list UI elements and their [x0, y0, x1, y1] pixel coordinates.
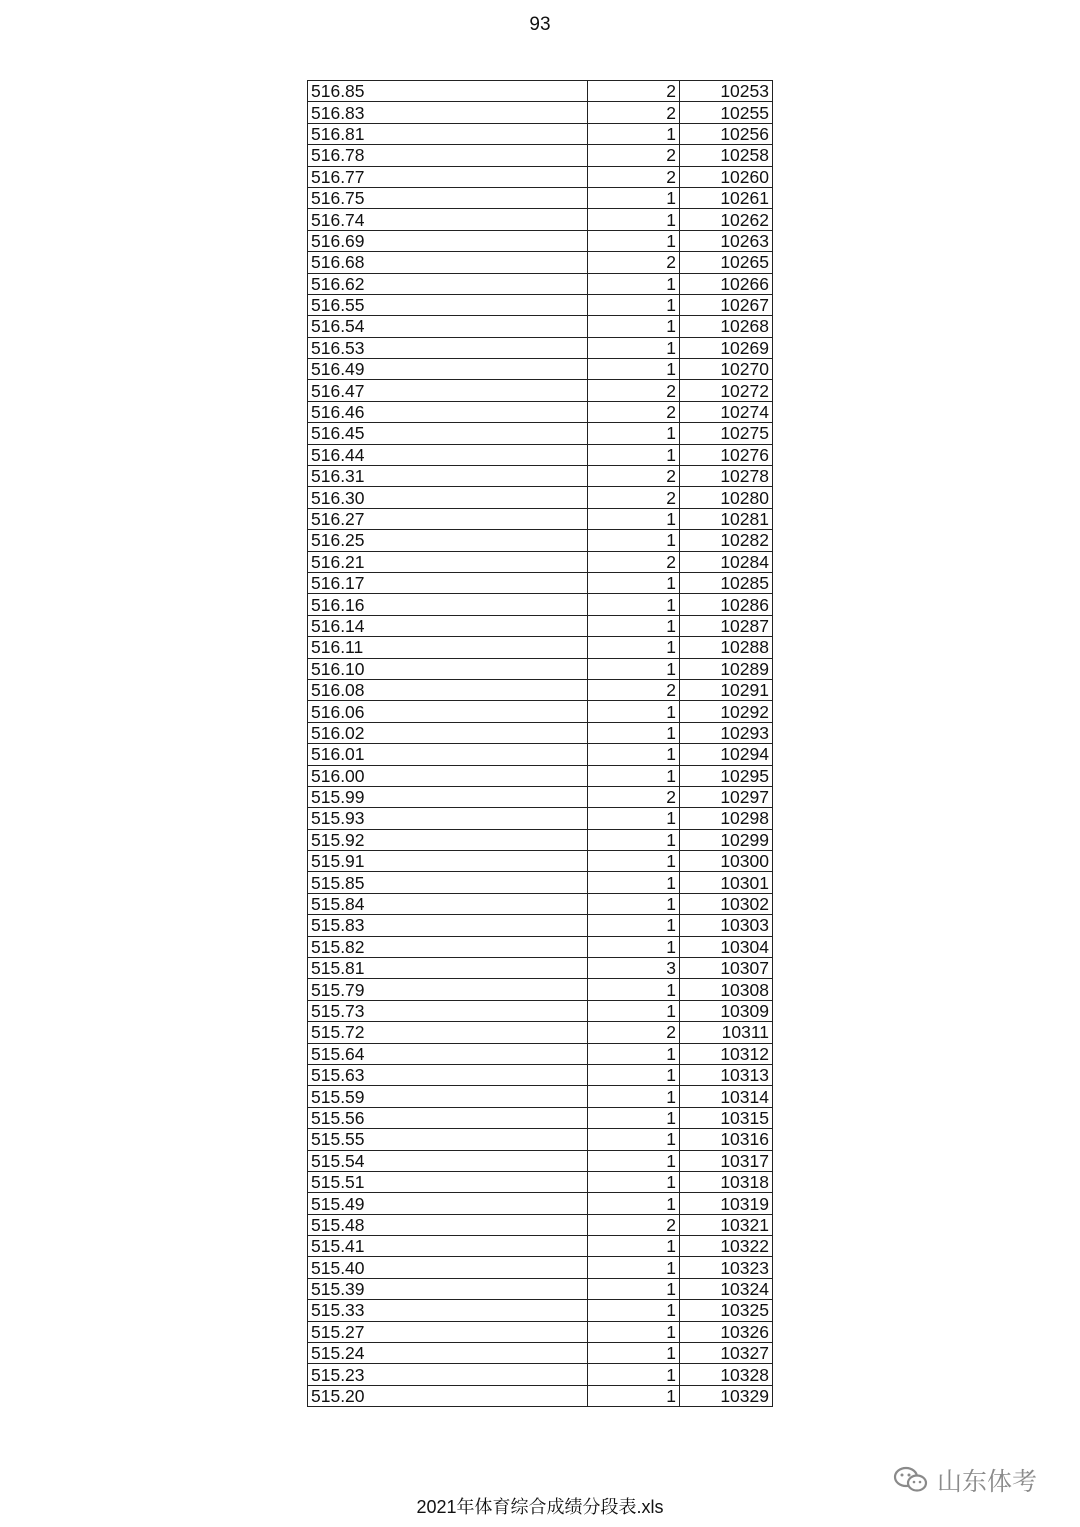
score-cell: 515.83 [308, 915, 588, 936]
count-cell: 1 [588, 1300, 680, 1321]
count-cell: 1 [588, 508, 680, 529]
table-row [308, 1278, 773, 1299]
count-cell: 1 [588, 209, 680, 230]
cumulative-cell: 10329 [680, 1385, 773, 1406]
score-cell: 516.44 [308, 444, 588, 465]
table-row [308, 1150, 773, 1171]
cumulative-cell: 10324 [680, 1278, 773, 1299]
table-row [308, 359, 773, 380]
count-cell: 2 [588, 679, 680, 700]
score-cell: 515.59 [308, 1086, 588, 1107]
score-cell: 516.01 [308, 744, 588, 765]
count-cell: 1 [588, 444, 680, 465]
cumulative-cell: 10321 [680, 1214, 773, 1235]
count-cell: 1 [588, 615, 680, 636]
table-row [308, 337, 773, 358]
table-row [308, 401, 773, 422]
score-cell: 516.45 [308, 423, 588, 444]
table-row [308, 679, 773, 700]
table-row [308, 1364, 773, 1385]
score-cell: 516.27 [308, 508, 588, 529]
score-cell: 516.46 [308, 401, 588, 422]
count-cell: 2 [588, 252, 680, 273]
cumulative-cell: 10265 [680, 252, 773, 273]
cumulative-cell: 10303 [680, 915, 773, 936]
cumulative-cell: 10327 [680, 1343, 773, 1364]
count-cell: 1 [588, 851, 680, 872]
cumulative-cell: 10319 [680, 1193, 773, 1214]
cumulative-cell: 10285 [680, 572, 773, 593]
score-distribution-table [307, 80, 773, 1407]
table-row [308, 1064, 773, 1085]
cumulative-cell: 10253 [680, 81, 773, 102]
count-cell: 1 [588, 979, 680, 1000]
score-cell: 516.69 [308, 230, 588, 251]
table-row [308, 123, 773, 144]
count-cell: 1 [588, 765, 680, 786]
table-row [308, 1300, 773, 1321]
table-row [308, 872, 773, 893]
score-cell: 516.78 [308, 145, 588, 166]
table-row [308, 316, 773, 337]
score-cell: 515.55 [308, 1129, 588, 1150]
count-cell: 1 [588, 829, 680, 850]
score-cell: 516.08 [308, 679, 588, 700]
score-cell: 516.16 [308, 594, 588, 615]
count-cell: 2 [588, 1214, 680, 1235]
table-row [308, 936, 773, 957]
table-row [308, 808, 773, 829]
score-cell: 516.02 [308, 722, 588, 743]
count-cell: 1 [588, 1321, 680, 1342]
cumulative-cell: 10318 [680, 1171, 773, 1192]
cumulative-cell: 10261 [680, 187, 773, 208]
table-row [308, 594, 773, 615]
cumulative-cell: 10272 [680, 380, 773, 401]
table-row [308, 722, 773, 743]
cumulative-cell: 10282 [680, 530, 773, 551]
score-cell: 516.14 [308, 615, 588, 636]
cumulative-cell: 10281 [680, 508, 773, 529]
cumulative-cell: 10317 [680, 1150, 773, 1171]
cumulative-cell: 10326 [680, 1321, 773, 1342]
table-row [308, 829, 773, 850]
score-cell: 515.82 [308, 936, 588, 957]
score-cell: 516.85 [308, 81, 588, 102]
score-cell: 516.11 [308, 637, 588, 658]
count-cell: 1 [588, 594, 680, 615]
table-row [308, 1214, 773, 1235]
cumulative-cell: 10298 [680, 808, 773, 829]
score-cell: 515.73 [308, 1000, 588, 1021]
count-cell: 2 [588, 1022, 680, 1043]
table-row [308, 1129, 773, 1150]
cumulative-cell: 10293 [680, 722, 773, 743]
table-row [308, 915, 773, 936]
score-cell: 516.62 [308, 273, 588, 294]
score-cell: 515.27 [308, 1321, 588, 1342]
table-row [308, 1321, 773, 1342]
cumulative-cell: 10315 [680, 1107, 773, 1128]
score-cell: 515.93 [308, 808, 588, 829]
score-cell: 515.54 [308, 1150, 588, 1171]
table-row [308, 209, 773, 230]
score-cell: 515.39 [308, 1278, 588, 1299]
score-cell: 516.54 [308, 316, 588, 337]
table-row [308, 1385, 773, 1406]
cumulative-cell: 10278 [680, 466, 773, 487]
score-cell: 516.00 [308, 765, 588, 786]
count-cell: 1 [588, 1129, 680, 1150]
count-cell: 1 [588, 722, 680, 743]
count-cell: 1 [588, 1150, 680, 1171]
table-row [308, 273, 773, 294]
count-cell: 1 [588, 872, 680, 893]
count-cell: 2 [588, 786, 680, 807]
table-row [308, 1236, 773, 1257]
score-cell: 515.20 [308, 1385, 588, 1406]
cumulative-cell: 10274 [680, 401, 773, 422]
cumulative-cell: 10267 [680, 294, 773, 315]
cumulative-cell: 10295 [680, 765, 773, 786]
table-row [308, 1343, 773, 1364]
cumulative-cell: 10286 [680, 594, 773, 615]
table-row [308, 851, 773, 872]
cumulative-cell: 10316 [680, 1129, 773, 1150]
count-cell: 2 [588, 166, 680, 187]
table-row [308, 102, 773, 123]
score-cell: 515.64 [308, 1043, 588, 1064]
count-cell: 1 [588, 187, 680, 208]
table-body [308, 81, 773, 1407]
count-cell: 1 [588, 1385, 680, 1406]
count-cell: 1 [588, 1236, 680, 1257]
score-cell: 516.49 [308, 359, 588, 380]
score-cell: 516.06 [308, 701, 588, 722]
cumulative-cell: 10287 [680, 615, 773, 636]
count-cell: 1 [588, 230, 680, 251]
cumulative-cell: 10289 [680, 658, 773, 679]
score-cell: 515.40 [308, 1257, 588, 1278]
count-cell: 1 [588, 572, 680, 593]
table-row [308, 615, 773, 636]
score-cell: 515.79 [308, 979, 588, 1000]
table-row [308, 1107, 773, 1128]
score-cell: 515.33 [308, 1300, 588, 1321]
count-cell: 1 [588, 915, 680, 936]
table-row [308, 551, 773, 572]
score-cell: 515.24 [308, 1343, 588, 1364]
cumulative-cell: 10269 [680, 337, 773, 358]
table-row [308, 1043, 773, 1064]
cumulative-cell: 10323 [680, 1257, 773, 1278]
table-row [308, 637, 773, 658]
cumulative-cell: 10297 [680, 786, 773, 807]
count-cell: 1 [588, 1343, 680, 1364]
table-row [308, 658, 773, 679]
cumulative-cell: 10284 [680, 551, 773, 572]
count-cell: 2 [588, 401, 680, 422]
score-cell: 515.99 [308, 786, 588, 807]
table-row [308, 294, 773, 315]
table-row [308, 893, 773, 914]
count-cell: 1 [588, 637, 680, 658]
table-row [308, 166, 773, 187]
watermark-text: 山东体考 [937, 1468, 1038, 1496]
score-cell: 516.31 [308, 466, 588, 487]
cumulative-cell: 10262 [680, 209, 773, 230]
score-cell: 515.51 [308, 1171, 588, 1192]
count-cell: 2 [588, 551, 680, 572]
table-row [308, 786, 773, 807]
cumulative-cell: 10255 [680, 102, 773, 123]
cumulative-cell: 10299 [680, 829, 773, 850]
count-cell: 1 [588, 123, 680, 144]
score-cell: 516.68 [308, 252, 588, 273]
cumulative-cell: 10291 [680, 679, 773, 700]
score-cell: 515.72 [308, 1022, 588, 1043]
count-cell: 2 [588, 102, 680, 123]
score-cell: 516.25 [308, 530, 588, 551]
count-cell: 2 [588, 487, 680, 508]
score-cell: 515.49 [308, 1193, 588, 1214]
cumulative-cell: 10268 [680, 316, 773, 337]
table-row [308, 487, 773, 508]
page-number: 93 [529, 14, 551, 35]
count-cell: 1 [588, 294, 680, 315]
count-cell: 1 [588, 273, 680, 294]
score-cell: 516.30 [308, 487, 588, 508]
count-cell: 2 [588, 466, 680, 487]
count-cell: 1 [588, 936, 680, 957]
count-cell: 2 [588, 145, 680, 166]
cumulative-cell: 10276 [680, 444, 773, 465]
cumulative-cell: 10313 [680, 1064, 773, 1085]
count-cell: 1 [588, 701, 680, 722]
cumulative-cell: 10309 [680, 1000, 773, 1021]
cumulative-cell: 10270 [680, 359, 773, 380]
cumulative-cell: 10258 [680, 145, 773, 166]
table-row [308, 230, 773, 251]
count-cell: 1 [588, 1257, 680, 1278]
score-cell: 515.63 [308, 1064, 588, 1085]
table-row [308, 380, 773, 401]
cumulative-cell: 10325 [680, 1300, 773, 1321]
score-cell: 516.77 [308, 166, 588, 187]
table-row [308, 466, 773, 487]
score-cell: 515.81 [308, 958, 588, 979]
wechat-bubbles-icon [893, 1465, 929, 1495]
score-cell: 516.21 [308, 551, 588, 572]
table-row [308, 1257, 773, 1278]
table-row [308, 530, 773, 551]
count-cell: 1 [588, 893, 680, 914]
cumulative-cell: 10328 [680, 1364, 773, 1385]
table-row [308, 423, 773, 444]
cumulative-cell: 10301 [680, 872, 773, 893]
cumulative-cell: 10275 [680, 423, 773, 444]
count-cell: 1 [588, 1193, 680, 1214]
table-row [308, 1022, 773, 1043]
table-row [308, 1000, 773, 1021]
count-cell: 1 [588, 359, 680, 380]
cumulative-cell: 10288 [680, 637, 773, 658]
cumulative-cell: 10280 [680, 487, 773, 508]
table-row [308, 252, 773, 273]
count-cell: 1 [588, 658, 680, 679]
score-cell: 516.83 [308, 102, 588, 123]
score-cell: 516.53 [308, 337, 588, 358]
table-row [308, 444, 773, 465]
table-row [308, 958, 773, 979]
table-row [308, 1193, 773, 1214]
score-cell: 515.23 [308, 1364, 588, 1385]
count-cell: 1 [588, 1107, 680, 1128]
table-row [308, 1171, 773, 1192]
score-cell: 515.92 [308, 829, 588, 850]
table-row [308, 145, 773, 166]
count-cell: 1 [588, 316, 680, 337]
count-cell: 1 [588, 744, 680, 765]
cumulative-cell: 10304 [680, 936, 773, 957]
score-cell: 515.91 [308, 851, 588, 872]
cumulative-cell: 10302 [680, 893, 773, 914]
score-cell: 516.55 [308, 294, 588, 315]
score-cell: 515.41 [308, 1236, 588, 1257]
cumulative-cell: 10292 [680, 701, 773, 722]
table-row [308, 81, 773, 102]
score-cell: 516.81 [308, 123, 588, 144]
count-cell: 1 [588, 1278, 680, 1299]
score-cell: 516.17 [308, 572, 588, 593]
cumulative-cell: 10263 [680, 230, 773, 251]
cumulative-cell: 10260 [680, 166, 773, 187]
table-row [308, 508, 773, 529]
table-row [308, 701, 773, 722]
cumulative-cell: 10314 [680, 1086, 773, 1107]
count-cell: 3 [588, 958, 680, 979]
count-cell: 1 [588, 1000, 680, 1021]
cumulative-cell: 10312 [680, 1043, 773, 1064]
count-cell: 1 [588, 1171, 680, 1192]
score-cell: 516.10 [308, 658, 588, 679]
count-cell: 1 [588, 337, 680, 358]
cumulative-cell: 10256 [680, 123, 773, 144]
table-row [308, 572, 773, 593]
score-cell: 516.75 [308, 187, 588, 208]
table-row [308, 744, 773, 765]
table-row [308, 765, 773, 786]
cumulative-cell: 10294 [680, 744, 773, 765]
cumulative-cell: 10307 [680, 958, 773, 979]
count-cell: 1 [588, 808, 680, 829]
cumulative-cell: 10266 [680, 273, 773, 294]
score-cell: 515.84 [308, 893, 588, 914]
count-cell: 1 [588, 530, 680, 551]
score-cell: 516.47 [308, 380, 588, 401]
cumulative-cell: 10311 [680, 1022, 773, 1043]
count-cell: 1 [588, 1043, 680, 1064]
score-cell: 515.56 [308, 1107, 588, 1128]
count-cell: 1 [588, 1064, 680, 1085]
count-cell: 2 [588, 81, 680, 102]
score-cell: 516.74 [308, 209, 588, 230]
count-cell: 1 [588, 1364, 680, 1385]
table-row [308, 187, 773, 208]
count-cell: 1 [588, 1086, 680, 1107]
count-cell: 1 [588, 423, 680, 444]
score-cell: 515.48 [308, 1214, 588, 1235]
cumulative-cell: 10300 [680, 851, 773, 872]
score-cell: 515.85 [308, 872, 588, 893]
table-row [308, 979, 773, 1000]
count-cell: 2 [588, 380, 680, 401]
cumulative-cell: 10308 [680, 979, 773, 1000]
footer-filename: 2021年体育综合成绩分段表.xls [416, 1497, 664, 1517]
cumulative-cell: 10322 [680, 1236, 773, 1257]
table-row [308, 1086, 773, 1107]
